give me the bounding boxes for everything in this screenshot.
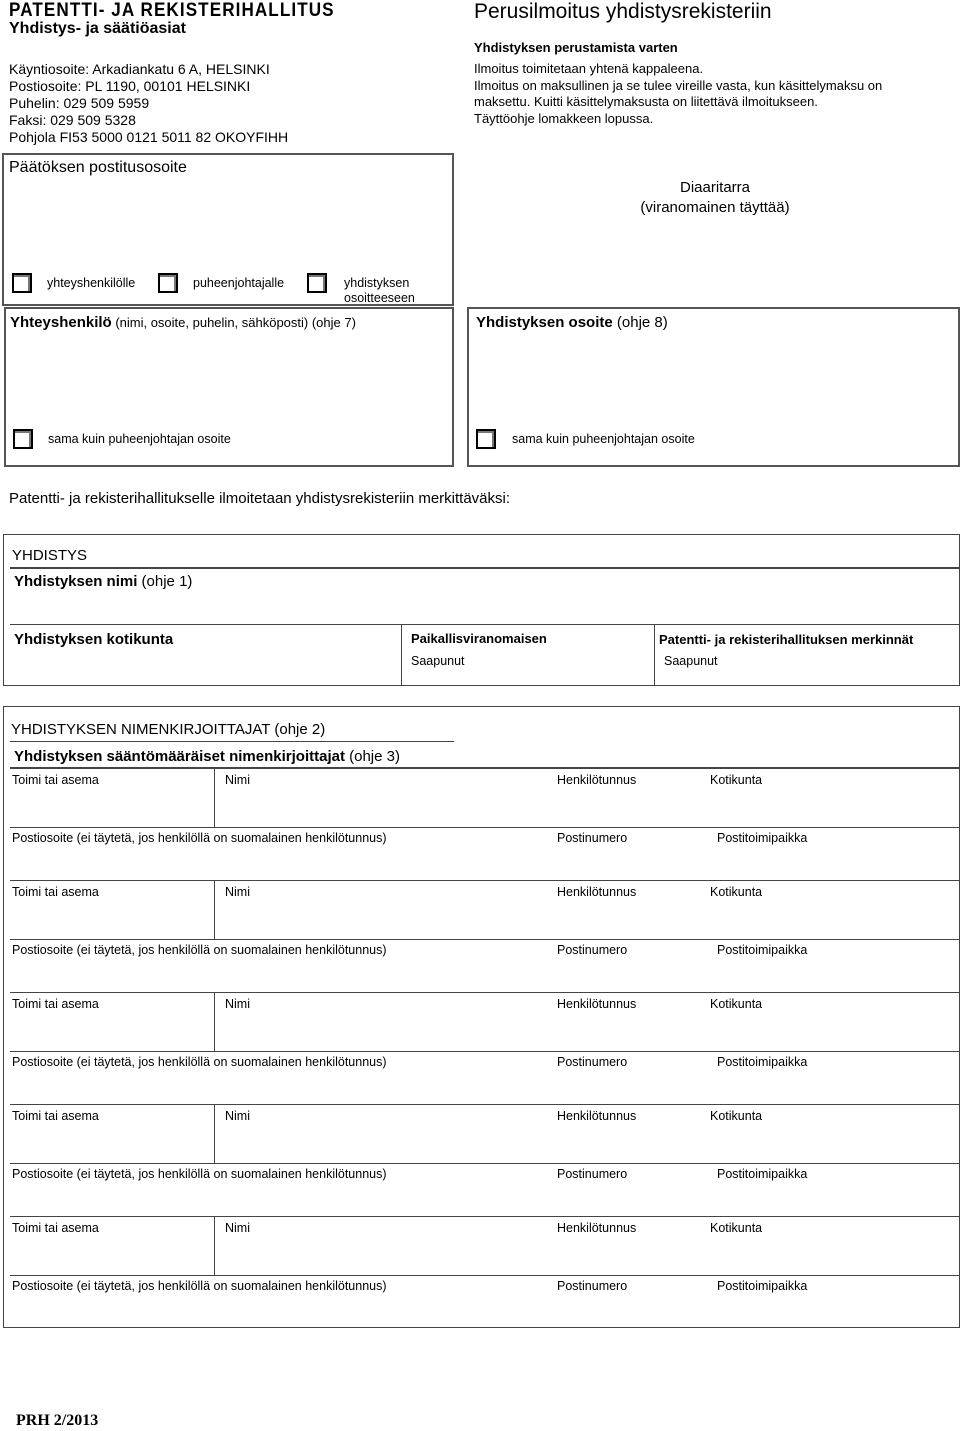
divider [214,1217,215,1275]
local-received-label: Saapunut [411,654,465,668]
postoffice-label: Postitoimipaikka [717,943,808,957]
association-box [3,534,960,686]
id-label: Henkilötunnus [557,773,637,787]
label-bold: Yhdistyksen sääntömääräiset nimenkirjoittajat [14,748,345,765]
id-label: Henkilötunnus [557,1109,637,1123]
role-label: Toimi tai asema [12,773,99,787]
signatory-block[interactable] [4,1217,959,1329]
checkbox-contact-person[interactable] [12,273,32,293]
postoffice-label: Postitoimipaikka [717,1279,808,1293]
name-label: Nimi [225,1109,250,1123]
option-chairperson: puheenjohtajalle [193,276,285,290]
form-code: PRH 2/2013 [16,1412,99,1429]
checkbox-address-same-as-chair[interactable] [476,429,496,449]
info-line: Ilmoitus on maksullinen ja se tulee vireille vasta, kun käsittelymaksu on [474,77,883,93]
id-label: Henkilötunnus [557,997,637,1011]
postcode-label: Postinumero [557,943,628,957]
heading-bold: YHDISTYKSEN NIMENKIRJOITTAJAT [11,721,271,738]
id-label: Henkilötunnus [557,1221,637,1235]
signatories-box [3,706,960,1328]
postcode-label: Postinumero [557,1279,628,1293]
signatory-block[interactable] [4,993,959,1105]
name-label: Nimi [225,1221,250,1235]
divider [214,881,215,939]
association-name-label [14,573,192,590]
divider [10,939,959,940]
info-line: Ilmoitus toimitetaan yhtenä kappaleena. [474,61,704,76]
divider [10,624,959,625]
checkbox-contact-same-as-chair[interactable] [13,429,33,449]
contact-person-box[interactable] [4,307,454,467]
label-rest: (nimi, osoite, puhelin, sähköposti) (ohje 7) [111,315,356,330]
label-rest: (ohje 8) [612,314,668,331]
info-line: Täyttöohje lomakkeen lopussa. [474,110,654,126]
address-label: Postiosoite (ei täytetä, jos henkilöllä on suomalainen henkilötunnus) [12,1279,387,1293]
option-contact-person: yhteyshenkilölle [47,276,136,290]
address-label: Postiosoite (ei täytetä, jos henkilöllä on suomalainen henkilötunnus) [12,1167,387,1181]
signatories-heading [11,721,325,738]
label-bold: Yhdistyksen nimi [14,573,138,590]
checkbox-association-address[interactable] [307,273,327,293]
diary-note: (viranomainen täyttää) [640,199,790,216]
intro-text: Patentti- ja rekisterihallitukselle ilmoitetaan yhdistysrekisteriin merkittäväksi: [9,490,511,507]
signatories-subheading [14,748,400,765]
association-address-box[interactable] [467,307,960,467]
municipality-label: Kotikunta [710,773,763,787]
divider [654,624,655,685]
option-line: yhdistyksen [344,276,410,290]
postcode-label: Postinumero [557,831,628,845]
form-info [474,61,882,127]
association-heading: YHDISTYS [12,547,88,564]
prh-marks-label: Patentti- ja rekisterihallituksen merkinnät [659,632,914,647]
divider [10,567,959,569]
postoffice-label: Postitoimipaikka [717,1167,808,1181]
divider [10,827,959,828]
divider [214,769,215,827]
visit-address: Käyntiosoite: Arkadiankatu 6 A, HELSINKI [9,61,270,77]
name-label: Nimi [225,885,250,899]
agency-logo: PATENTTI- JA REKISTERIHALLITUS [9,0,335,21]
phone: Puhelin: 029 509 5959 [9,95,150,111]
role-label: Toimi tai asema [12,997,99,1011]
address-label: Postiosoite (ei täytetä, jos henkilöllä on suomalainen henkilötunnus) [12,831,387,845]
address-same-as-label: sama kuin puheenjohtajan osoite [512,432,695,446]
postcode-label: Postinumero [557,1167,628,1181]
name-label: Nimi [225,773,250,787]
signatory-block[interactable] [4,1105,959,1217]
diary-sticker-area [630,178,800,218]
fax: Faksi: 029 509 5328 [9,112,136,128]
municipality-label: Kotikunta [710,1221,763,1235]
name-label: Nimi [225,997,250,1011]
heading-rest: (ohje 2) [270,721,326,738]
local-authority-label: Paikallisviranomaisen [411,631,547,646]
contact-same-as-label: sama kuin puheenjohtajan osoite [48,432,231,446]
label-bold: Yhteyshenkilö [10,314,112,331]
divider [10,1163,959,1164]
divider [401,624,402,685]
option-association-address [344,276,415,306]
bank-account: Pohjola FI53 5000 0121 5011 82 OKOYFIHH [9,129,289,145]
form-subtitle: Yhdistyksen perustamista varten [474,40,678,55]
postoffice-label: Postitoimipaikka [717,831,808,845]
signatory-block[interactable] [4,881,959,993]
municipality-label: Kotikunta [710,1109,763,1123]
label-rest: (ohje 3) [344,748,400,765]
agency-unit: Yhdistys- ja säätiöasiat [9,20,186,37]
form-title: Perusilmoitus yhdistysrekisteriin [474,0,772,23]
id-label: Henkilötunnus [557,885,637,899]
diary-label: Diaaritarra [679,179,751,196]
info-line: maksettu. Kuitti käsittelymaksusta on liitettävä ilmoitukseen. [474,94,818,109]
contact-person-label [10,314,356,331]
role-label: Toimi tai asema [12,1109,99,1123]
divider [214,993,215,1051]
divider [10,1275,959,1276]
signatory-block[interactable] [4,769,959,881]
home-municipality-label: Yhdistyksen kotikunta [14,631,174,648]
role-label: Toimi tai asema [12,1221,99,1235]
postcode-label: Postinumero [557,1055,628,1069]
municipality-label: Kotikunta [710,885,763,899]
address-label: Postiosoite (ei täytetä, jos henkilöllä on suomalainen henkilötunnus) [12,1055,387,1069]
divider [214,1105,215,1163]
association-address-label [476,314,668,331]
divider [10,1051,959,1052]
divider [10,741,454,742]
label-rest: (ohje 1) [137,573,193,590]
checkbox-chairperson[interactable] [158,273,178,293]
option-line: osoitteeseen [344,291,415,305]
decision-address-label: Päätöksen postitusosoite [9,159,187,176]
label-bold: Yhdistyksen osoite [476,314,613,331]
prh-received-label: Saapunut [664,654,718,668]
agency-contact-info [9,61,288,146]
postoffice-label: Postitoimipaikka [717,1055,808,1069]
post-address: Postiosoite: PL 1190, 00101 HELSINKI [9,78,251,94]
role-label: Toimi tai asema [12,885,99,899]
municipality-label: Kotikunta [710,997,763,1011]
address-label: Postiosoite (ei täytetä, jos henkilöllä on suomalainen henkilötunnus) [12,943,387,957]
